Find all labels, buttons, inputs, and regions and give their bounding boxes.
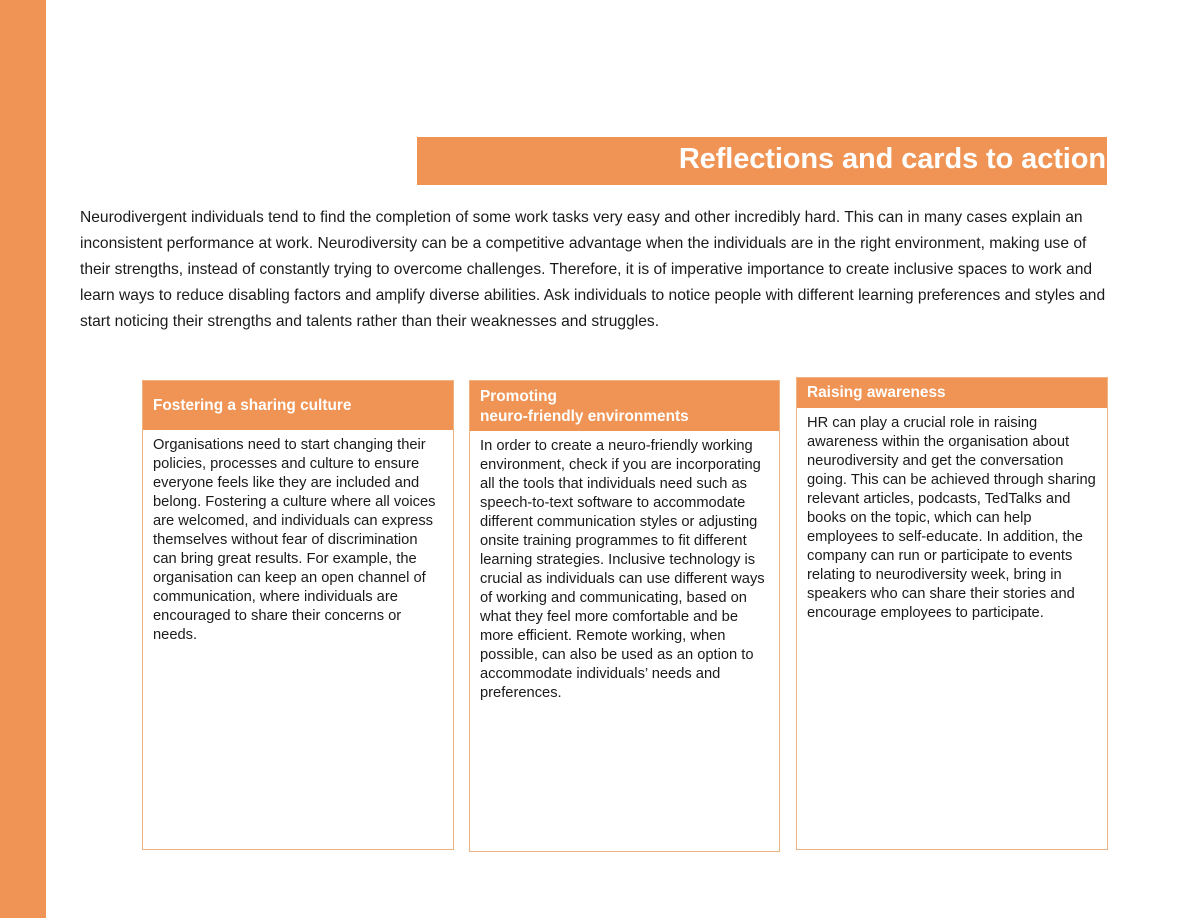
card-body: Organisations need to start changing their policies, processes and culture to ensure everyone feels like they are included and belong. Fostering a culture where all voices are welcomed, and individuals can express themselves without fear of discrimination can bring great results. For example, the organisation can keep an open channel of communication, where individuals are encouraged to share their concerns or needs. bbox=[153, 437, 436, 643]
card-neuro-friendly-environments bbox=[469, 380, 780, 852]
title-banner bbox=[417, 137, 1107, 185]
card-fostering-sharing-culture bbox=[142, 380, 454, 850]
card-title-line-1: Promoting bbox=[480, 388, 557, 405]
card-title: Fostering a sharing culture bbox=[153, 396, 352, 414]
card-header bbox=[143, 381, 453, 430]
card-title bbox=[480, 387, 689, 427]
card-header bbox=[470, 381, 779, 431]
side-accent-stripe bbox=[0, 0, 46, 918]
intro-paragraph: Neurodivergent individuals tend to find the completion of some work tasks very easy and other incredibly hard. This can in many cases explain an inconsistent performance at work. Neurodiversity can be a competitive advantage when the individuals are in the right environment, making use of their strengths, instead of constantly trying to overcome challenges. Therefore, it is of imperative importance to create inclusive spaces to work and learn ways to reduce disabling factors and amplify diverse abilities. Ask individuals to notice people with different learning preferences and styles and start noticing their strengths and talents rather than their weaknesses and struggles. bbox=[80, 209, 1106, 330]
card-title-line-2: neuro-friendly environments bbox=[480, 408, 689, 425]
card-body: In order to create a neuro-friendly working environment, check if you are incorporating all the tools that individuals need such as speech-to-text software to accommodate different communication styles or adjusting onsite training programmes to fit different learning strategies. Inclusive technology is crucial as individuals can use different ways of working and communicating, based on what they feel more comfortable and be more efficient. Remote working, when possible, can also be used as an option to accommodate individuals’ needs and preferences. bbox=[480, 438, 765, 701]
card-body: HR can play a crucial role in raising awareness within the organisation about neurodiversity and get the conversation going. This can be achieved through sharing relevant articles, podcasts, TedTalks and books on the topic, which can help employees to self-educate. In addition, the company can run or participate to events relating to neurodiversity week, bring in speakers who can share their stories and encourage employees to participate. bbox=[807, 415, 1096, 621]
card-header bbox=[797, 378, 1107, 408]
card-raising-awareness bbox=[796, 377, 1108, 850]
card-title: Raising awareness bbox=[807, 384, 946, 401]
page-title: Reflections and cards to action bbox=[678, 143, 1106, 175]
